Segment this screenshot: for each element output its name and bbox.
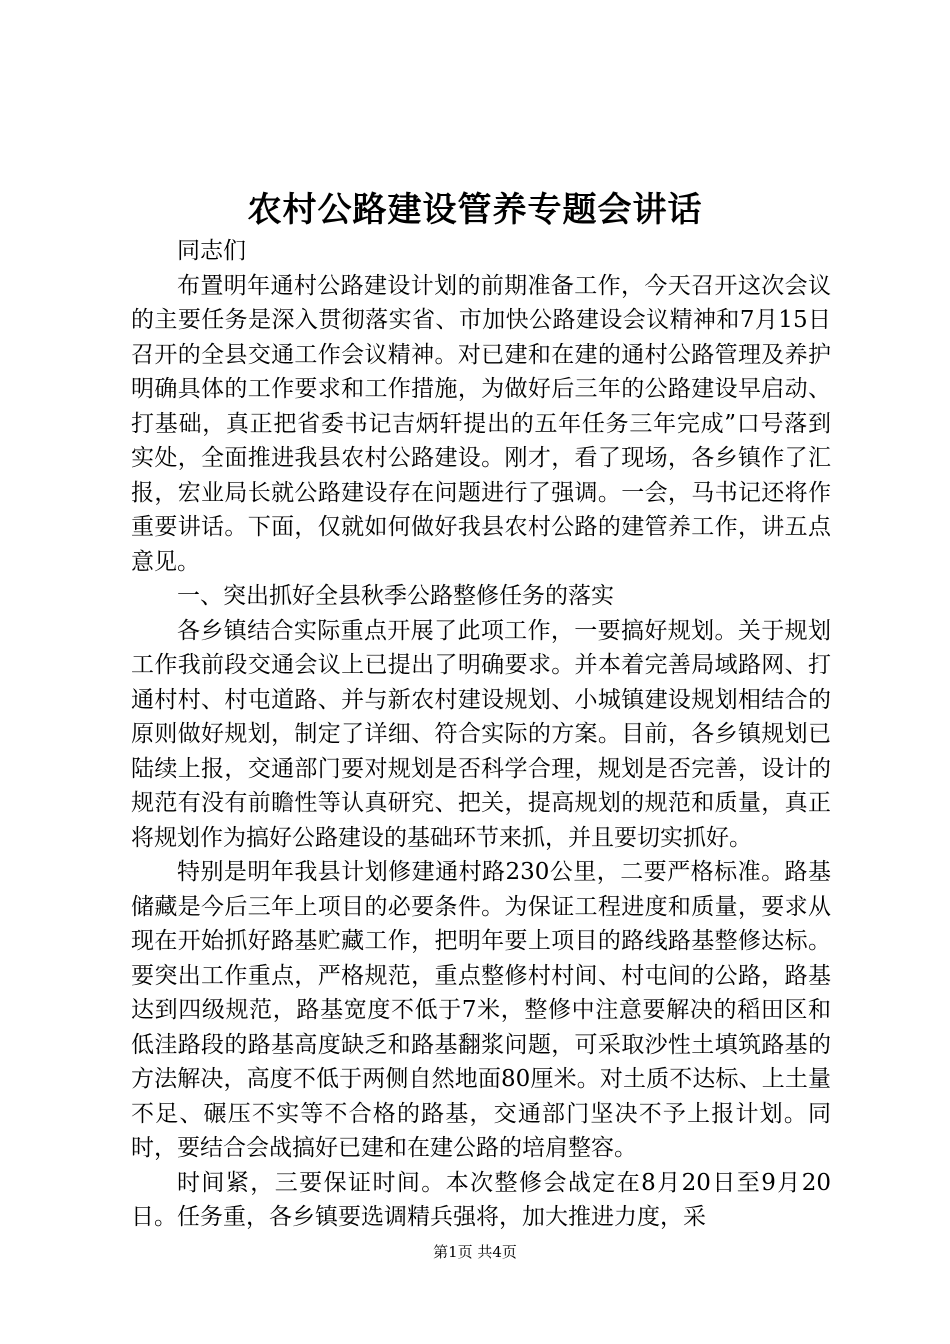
paragraph-intro: 布置明年通村公路建设计划的前期准备工作，今天召开这次会议的主要任务是深入贯彻落实省、市加快公路建设会议精神和7月15日召开的全县交通工作会议精神。对已建和在建的通村公路管理及养护明确具体的工作要求和工作措施，为做好后三年的公路建设早启动、打基础，真正把省委书记吉炳轩提出的五年任务三年完成”口号落到实处，全面推进我县农村公路建设。刚才，看了现场，各乡镇作了汇报，宏业局长就公路建设存在问题进行了强调。一会，马书记还将作重要讲话。下面，仅就如何做好我县农村公路的建管养工作，讲五点意见。 xyxy=(131,272,831,575)
page-footer: 第1页 共4页 xyxy=(433,1243,517,1261)
paragraph-planning: 各乡镇结合实际重点开展了此项工作，一要搞好规划。关于规划工作我前段交通会议上已提出了明确要求。并本着完善局域路网、打通村村、村屯道路、并与新农村建设规划、小城镇建设规划相结合的原则做好规划，制定了详细、符合实际的方案。目前，各乡镇规划已陆续上报，交通部门要对规划是否科学合理，规划是否完善，设计的规范有没有前瞻性等认真研究、把关，提高规划的规范和质量，真正将规划作为搞好公路建设的基础环节来抓，并且要切实抓好。 xyxy=(131,617,831,851)
paragraph-time: 时间紧，三要保证时间。本次整修会战定在8月20日至9月20日。任务重，各乡镇要选调精兵强将，加大推进力度，采 xyxy=(131,1169,831,1230)
document-title: 农村公路建设管养专题会讲话 xyxy=(247,190,703,230)
paragraph-salutation: 同志们 xyxy=(177,238,246,264)
paragraph-standards: 特别是明年我县计划修建通村路230公里，二要严格标准。路基储藏是今后三年上项目的必要条件。为保证工程进度和质量，要求从现在开始抓好路基贮藏工作，把明年要上项目的路线路基整修达标。要突出工作重点，严格规范，重点整修村村间、村屯间的公路，路基达到四级规范，路基宽度不低于7米，整修中注意要解决的稻田区和低洼路段的路基高度缺乏和路基翻浆问题，可采取沙性土填筑路基的方法解决，高度不低于两侧自然地面80厘米。对土质不达标、上土量不足、碾压不实等不合格的路基，交通部门坚决不予上报计划。同时，要结合会战搞好已建和在建公路的培肩整容。 xyxy=(131,859,831,1161)
section-heading-1: 一、突出抓好全县秋季公路整修任务的落实 xyxy=(177,583,614,609)
document-body xyxy=(131,234,831,1235)
